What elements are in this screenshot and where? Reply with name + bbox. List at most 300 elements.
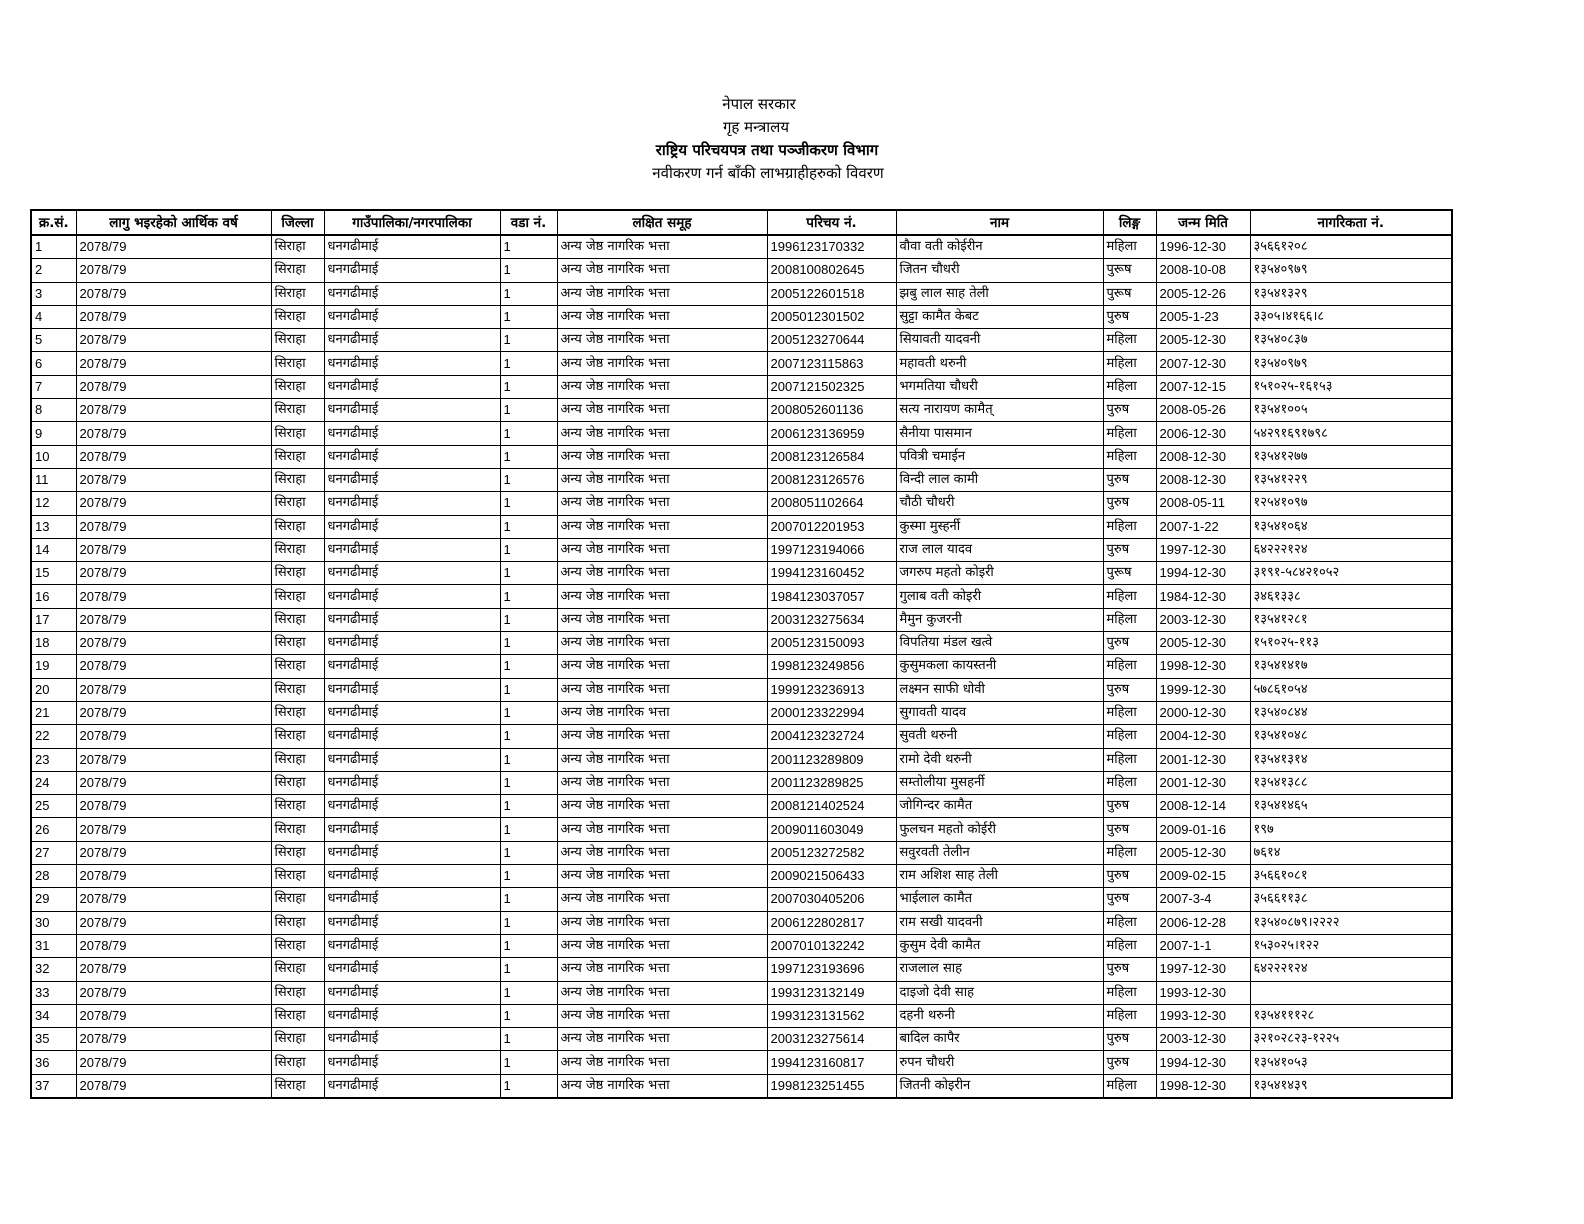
cell-name: भाईलाल कामैत <box>896 888 1103 911</box>
cell-name: जगरुप महतो कोइरी <box>896 562 1103 585</box>
cell-target-group: अन्य जेष्ठ नागरिक भत्ता <box>557 1004 767 1027</box>
cell-municipality: धनगढीमाई <box>324 818 500 841</box>
cell-municipality: धनगढीमाई <box>324 934 500 957</box>
cell-fiscal-year: 2078/79 <box>76 655 271 678</box>
cell-name: सवुरवती तेलीन <box>896 841 1103 864</box>
cell-target-group: अन्य जेष्ठ नागरिक भत्ता <box>557 375 767 398</box>
cell-target-group: अन्य जेष्ठ नागरिक भत्ता <box>557 655 767 678</box>
cell-id-number: 2009011603049 <box>767 818 896 841</box>
cell-id-number: 1994123160452 <box>767 562 896 585</box>
cell-fiscal-year: 2078/79 <box>76 934 271 957</box>
cell-district: सिराहा <box>271 818 324 841</box>
cell-ward: 1 <box>500 422 557 445</box>
cell-gender: पुरुष <box>1103 795 1156 818</box>
cell-municipality: धनगढीमाई <box>324 235 500 259</box>
cell-name: जोगिन्दर कामैत <box>896 795 1103 818</box>
cell-fiscal-year: 2078/79 <box>76 562 271 585</box>
cell-ward: 1 <box>500 795 557 818</box>
cell-fiscal-year: 2078/79 <box>76 795 271 818</box>
cell-ward: 1 <box>500 1074 557 1098</box>
cell-citizenship-number: ५७८६१०५४ <box>1250 678 1452 701</box>
cell-fiscal-year: 2078/79 <box>76 492 271 515</box>
cell-ward: 1 <box>500 725 557 748</box>
cell-fiscal-year: 2078/79 <box>76 468 271 491</box>
cell-citizenship-number: ३४६१३३८ <box>1250 585 1452 608</box>
cell-fiscal-year: 2078/79 <box>76 282 271 305</box>
cell-serial: 35 <box>31 1028 76 1051</box>
cell-gender: पुरुष <box>1103 468 1156 491</box>
cell-fiscal-year: 2078/79 <box>76 235 271 259</box>
cell-target-group: अन्य जेष्ठ नागरिक भत्ता <box>557 1074 767 1098</box>
cell-serial: 2 <box>31 259 76 282</box>
cell-serial: 23 <box>31 748 76 771</box>
cell-district: सिराहा <box>271 958 324 981</box>
cell-fiscal-year: 2078/79 <box>76 771 271 794</box>
table-row <box>31 841 1452 864</box>
cell-id-number: 2008123126584 <box>767 445 896 468</box>
cell-fiscal-year: 2078/79 <box>76 632 271 655</box>
cell-citizenship-number: १३५४१२७७ <box>1250 445 1452 468</box>
cell-id-number: 1994123160817 <box>767 1051 896 1074</box>
cell-gender: महिला <box>1103 981 1156 1004</box>
cell-citizenship-number: ३३०५।४१६६।८ <box>1250 305 1452 328</box>
cell-target-group: अन्य जेष्ठ नागरिक भत्ता <box>557 725 767 748</box>
col-header-fiscal-year: लागु भइरहेको आर्थिक वर्ष <box>76 210 271 235</box>
cell-id-number: 2009021506433 <box>767 865 896 888</box>
table-row <box>31 911 1452 934</box>
cell-name: गुलाब वती कोइरी <box>896 585 1103 608</box>
cell-serial: 25 <box>31 795 76 818</box>
cell-gender: पुरूष <box>1103 282 1156 305</box>
cell-serial: 22 <box>31 725 76 748</box>
cell-id-number: 2008121402524 <box>767 795 896 818</box>
cell-gender: पुरुष <box>1103 305 1156 328</box>
cell-birth-date: 1999-12-30 <box>1156 678 1250 701</box>
cell-name: झबु लाल साह तेली <box>896 282 1103 305</box>
cell-municipality: धनगढीमाई <box>324 422 500 445</box>
col-header-citizenship-number: नागरिकता नं. <box>1250 210 1452 235</box>
cell-ward: 1 <box>500 632 557 655</box>
cell-serial: 12 <box>31 492 76 515</box>
cell-serial: 1 <box>31 235 76 259</box>
cell-ward: 1 <box>500 259 557 282</box>
cell-name: रामो देवी थरुनी <box>896 748 1103 771</box>
cell-citizenship-number: १३५४०८४४ <box>1250 701 1452 724</box>
cell-municipality: धनगढीमाई <box>324 1074 500 1098</box>
cell-target-group: अन्य जेष्ठ नागरिक भत्ता <box>557 865 767 888</box>
cell-name: जितन चौधरी <box>896 259 1103 282</box>
table-row <box>31 725 1452 748</box>
cell-ward: 1 <box>500 235 557 259</box>
cell-name: बादिल कापैर <box>896 1028 1103 1051</box>
cell-municipality: धनगढीमाई <box>324 865 500 888</box>
cell-citizenship-number: ३१९१-५८४२१०५२ <box>1250 562 1452 585</box>
cell-municipality: धनगढीमाई <box>324 259 500 282</box>
cell-municipality: धनगढीमाई <box>324 538 500 561</box>
cell-ward: 1 <box>500 538 557 561</box>
cell-ward: 1 <box>500 352 557 375</box>
cell-gender: महिला <box>1103 352 1156 375</box>
cell-name: भगमतिया चौधरी <box>896 375 1103 398</box>
cell-gender: महिला <box>1103 329 1156 352</box>
table-row <box>31 538 1452 561</box>
cell-gender: महिला <box>1103 911 1156 934</box>
cell-serial: 8 <box>31 399 76 422</box>
cell-name: लक्ष्मन साफी धोवी <box>896 678 1103 701</box>
cell-name: कुसुमकला कायस्तनी <box>896 655 1103 678</box>
cell-citizenship-number: १९७ <box>1250 818 1452 841</box>
table-row <box>31 468 1452 491</box>
cell-birth-date: 2005-1-23 <box>1156 305 1250 328</box>
cell-district: सिराहा <box>271 259 324 282</box>
cell-district: सिराहा <box>271 305 324 328</box>
cell-fiscal-year: 2078/79 <box>76 748 271 771</box>
cell-id-number: 2006122802817 <box>767 911 896 934</box>
cell-citizenship-number: ६४२२२१२४ <box>1250 538 1452 561</box>
cell-birth-date: 2005-12-30 <box>1156 632 1250 655</box>
cell-name: दाइजो देवी साह <box>896 981 1103 1004</box>
cell-citizenship-number: १३५४०८७९।२२२२ <box>1250 911 1452 934</box>
cell-id-number: 1993123132149 <box>767 981 896 1004</box>
cell-id-number: 2006123136959 <box>767 422 896 445</box>
cell-municipality: धनगढीमाई <box>324 492 500 515</box>
cell-gender: पुरुष <box>1103 399 1156 422</box>
cell-district: सिराहा <box>271 655 324 678</box>
col-header-district: जिल्ला <box>271 210 324 235</box>
table-row <box>31 981 1452 1004</box>
cell-municipality: धनगढीमाई <box>324 329 500 352</box>
cell-id-number: 2007010132242 <box>767 934 896 957</box>
cell-district: सिराहा <box>271 865 324 888</box>
cell-citizenship-number: १३५४१००५ <box>1250 399 1452 422</box>
cell-district: सिराहा <box>271 399 324 422</box>
table-row <box>31 282 1452 305</box>
cell-ward: 1 <box>500 282 557 305</box>
cell-citizenship-number: ७६१४ <box>1250 841 1452 864</box>
cell-municipality: धनगढीमाई <box>324 562 500 585</box>
cell-name: मैमुन कुजरनी <box>896 608 1103 631</box>
cell-birth-date: 2001-12-30 <box>1156 771 1250 794</box>
cell-municipality: धनगढीमाई <box>324 399 500 422</box>
cell-fiscal-year: 2078/79 <box>76 399 271 422</box>
cell-citizenship-number: १३५४१३१४ <box>1250 748 1452 771</box>
cell-municipality: धनगढीमाई <box>324 841 500 864</box>
cell-fiscal-year: 2078/79 <box>76 818 271 841</box>
cell-citizenship-number: १३५४१०४८ <box>1250 725 1452 748</box>
cell-name: सियावती यादवनी <box>896 329 1103 352</box>
cell-ward: 1 <box>500 329 557 352</box>
cell-municipality: धनगढीमाई <box>324 701 500 724</box>
cell-serial: 31 <box>31 934 76 957</box>
cell-serial: 7 <box>31 375 76 398</box>
cell-citizenship-number: ३५६६११३८ <box>1250 888 1452 911</box>
cell-birth-date: 2009-02-15 <box>1156 865 1250 888</box>
cell-birth-date: 2003-12-30 <box>1156 1028 1250 1051</box>
cell-birth-date: 2008-12-30 <box>1156 445 1250 468</box>
cell-name: चौठी चौधरी <box>896 492 1103 515</box>
cell-id-number: 2008100802645 <box>767 259 896 282</box>
cell-gender: महिला <box>1103 608 1156 631</box>
cell-district: सिराहा <box>271 445 324 468</box>
cell-district: सिराहा <box>271 701 324 724</box>
cell-serial: 37 <box>31 1074 76 1098</box>
govt-name: नेपाल सरकार <box>722 95 796 113</box>
cell-birth-date: 1998-12-30 <box>1156 655 1250 678</box>
cell-serial: 33 <box>31 981 76 1004</box>
cell-serial: 5 <box>31 329 76 352</box>
cell-ward: 1 <box>500 515 557 538</box>
cell-citizenship-number: १३५४०८३७ <box>1250 329 1452 352</box>
cell-target-group: अन्य जेष्ठ नागरिक भत्ता <box>557 934 767 957</box>
cell-gender: महिला <box>1103 1004 1156 1027</box>
cell-ward: 1 <box>500 818 557 841</box>
cell-gender: पुरुष <box>1103 958 1156 981</box>
cell-municipality: धनगढीमाई <box>324 468 500 491</box>
cell-birth-date: 1994-12-30 <box>1156 1051 1250 1074</box>
cell-gender: महिला <box>1103 934 1156 957</box>
cell-birth-date: 1997-12-30 <box>1156 538 1250 561</box>
cell-gender: पुरुष <box>1103 865 1156 888</box>
cell-serial: 11 <box>31 468 76 491</box>
cell-id-number: 2008052601136 <box>767 399 896 422</box>
cell-citizenship-number: १२५४१०९७ <box>1250 492 1452 515</box>
table-row <box>31 399 1452 422</box>
cell-serial: 36 <box>31 1051 76 1074</box>
cell-gender: महिला <box>1103 422 1156 445</box>
cell-id-number: 2003123275634 <box>767 608 896 631</box>
cell-gender: महिला <box>1103 235 1156 259</box>
beneficiary-table <box>30 209 1453 1099</box>
cell-target-group: अन्य जेष्ठ नागरिक भत्ता <box>557 771 767 794</box>
cell-name: सत्य नारायण कामैत् <box>896 399 1103 422</box>
cell-citizenship-number: १३५४१३२९ <box>1250 282 1452 305</box>
cell-ward: 1 <box>500 375 557 398</box>
cell-gender: पुरुष <box>1103 1051 1156 1074</box>
cell-id-number: 1999123236913 <box>767 678 896 701</box>
cell-ward: 1 <box>500 1051 557 1074</box>
cell-ward: 1 <box>500 585 557 608</box>
table-row <box>31 608 1452 631</box>
cell-fiscal-year: 2078/79 <box>76 911 271 934</box>
cell-target-group: अन्य जेष्ठ नागरिक भत्ता <box>557 632 767 655</box>
cell-fiscal-year: 2078/79 <box>76 981 271 1004</box>
cell-name: सुट्टा कामैत केबट <box>896 305 1103 328</box>
cell-citizenship-number: १३५४१२२९ <box>1250 468 1452 491</box>
cell-target-group: अन्य जेष्ठ नागरिक भत्ता <box>557 1028 767 1051</box>
cell-target-group: अन्य जेष्ठ नागरिक भत्ता <box>557 818 767 841</box>
table-row <box>31 958 1452 981</box>
cell-id-number: 2005123270644 <box>767 329 896 352</box>
cell-ward: 1 <box>500 445 557 468</box>
cell-municipality: धनगढीमाई <box>324 515 500 538</box>
cell-gender: महिला <box>1103 585 1156 608</box>
cell-target-group: अन्य जेष्ठ नागरिक भत्ता <box>557 678 767 701</box>
cell-municipality: धनगढीमाई <box>324 678 500 701</box>
cell-serial: 19 <box>31 655 76 678</box>
cell-ward: 1 <box>500 958 557 981</box>
cell-serial: 30 <box>31 911 76 934</box>
cell-district: सिराहा <box>271 235 324 259</box>
cell-serial: 16 <box>31 585 76 608</box>
cell-id-number: 2007121502325 <box>767 375 896 398</box>
cell-citizenship-number <box>1250 981 1452 1004</box>
cell-birth-date: 1994-12-30 <box>1156 562 1250 585</box>
cell-id-number: 2000123322994 <box>767 701 896 724</box>
cell-name: विन्दी लाल कामी <box>896 468 1103 491</box>
col-header-birth-date: जन्म मिति <box>1156 210 1250 235</box>
document-title: नवीकरण गर्न बाँकी लाभग्राहीहरुको विवरण <box>652 164 884 182</box>
cell-birth-date: 1984-12-30 <box>1156 585 1250 608</box>
cell-birth-date: 2005-12-30 <box>1156 841 1250 864</box>
cell-birth-date: 2008-05-26 <box>1156 399 1250 422</box>
cell-birth-date: 2005-12-30 <box>1156 329 1250 352</box>
cell-birth-date: 2004-12-30 <box>1156 725 1250 748</box>
cell-municipality: धनगढीमाई <box>324 958 500 981</box>
table-row <box>31 1028 1452 1051</box>
cell-target-group: अन्य जेष्ठ नागरिक भत्ता <box>557 538 767 561</box>
cell-target-group: अन्य जेष्ठ नागरिक भत्ता <box>557 422 767 445</box>
cell-gender: पुरुष <box>1103 632 1156 655</box>
cell-serial: 29 <box>31 888 76 911</box>
cell-name: कुसुम देवी कामैत <box>896 934 1103 957</box>
cell-target-group: अन्य जेष्ठ नागरिक भत्ता <box>557 282 767 305</box>
cell-district: सिराहा <box>271 632 324 655</box>
table-row <box>31 795 1452 818</box>
cell-target-group: अन्य जेष्ठ नागरिक भत्ता <box>557 888 767 911</box>
cell-serial: 14 <box>31 538 76 561</box>
cell-target-group: अन्य जेष्ठ नागरिक भत्ता <box>557 911 767 934</box>
cell-district: सिराहा <box>271 771 324 794</box>
cell-serial: 3 <box>31 282 76 305</box>
cell-district: सिराहा <box>271 468 324 491</box>
cell-citizenship-number: ३२१०२८२३-१२२५ <box>1250 1028 1452 1051</box>
cell-id-number: 2001123289825 <box>767 771 896 794</box>
cell-district: सिराहा <box>271 515 324 538</box>
cell-fiscal-year: 2078/79 <box>76 865 271 888</box>
cell-gender: पुरुष <box>1103 538 1156 561</box>
cell-serial: 18 <box>31 632 76 655</box>
cell-name: सुवती थरुनी <box>896 725 1103 748</box>
col-header-name: नाम <box>896 210 1103 235</box>
cell-target-group: अन्य जेष्ठ नागरिक भत्ता <box>557 841 767 864</box>
cell-serial: 28 <box>31 865 76 888</box>
cell-name: राम अशिश साह तेली <box>896 865 1103 888</box>
cell-target-group: अन्य जेष्ठ नागरिक भत्ता <box>557 352 767 375</box>
cell-ward: 1 <box>500 841 557 864</box>
cell-fiscal-year: 2078/79 <box>76 1074 271 1098</box>
cell-ward: 1 <box>500 468 557 491</box>
cell-ward: 1 <box>500 1004 557 1027</box>
cell-name: राजलाल साह <box>896 958 1103 981</box>
cell-target-group: अन्य जेष्ठ नागरिक भत्ता <box>557 468 767 491</box>
cell-district: सिराहा <box>271 934 324 957</box>
cell-serial: 6 <box>31 352 76 375</box>
cell-birth-date: 2008-05-11 <box>1156 492 1250 515</box>
cell-target-group: अन्य जेष्ठ नागरिक भत्ता <box>557 585 767 608</box>
department-name: राष्ट्रिय परिचयपत्र तथा पञ्जीकरण विभाग <box>655 141 879 159</box>
cell-fiscal-year: 2078/79 <box>76 352 271 375</box>
cell-id-number: 2007123115863 <box>767 352 896 375</box>
cell-fiscal-year: 2078/79 <box>76 958 271 981</box>
cell-fiscal-year: 2078/79 <box>76 725 271 748</box>
cell-gender: महिला <box>1103 655 1156 678</box>
cell-ward: 1 <box>500 678 557 701</box>
cell-id-number: 2005123150093 <box>767 632 896 655</box>
cell-birth-date: 1993-12-30 <box>1156 981 1250 1004</box>
cell-municipality: धनगढीमाई <box>324 352 500 375</box>
cell-name: सैनीया पासमान <box>896 422 1103 445</box>
cell-municipality: धनगढीमाई <box>324 748 500 771</box>
cell-district: सिराहा <box>271 678 324 701</box>
cell-citizenship-number: ३५६६१०८१ <box>1250 865 1452 888</box>
cell-ward: 1 <box>500 888 557 911</box>
cell-ward: 1 <box>500 865 557 888</box>
col-header-gender: लिङ्ग <box>1103 210 1156 235</box>
table-row <box>31 748 1452 771</box>
cell-target-group: अन्य जेष्ठ नागरिक भत्ता <box>557 399 767 422</box>
cell-ward: 1 <box>500 562 557 585</box>
cell-id-number: 2001123289809 <box>767 748 896 771</box>
cell-serial: 24 <box>31 771 76 794</box>
cell-ward: 1 <box>500 305 557 328</box>
cell-name: फुलचन महतो कोईरी <box>896 818 1103 841</box>
table-row <box>31 632 1452 655</box>
cell-ward: 1 <box>500 608 557 631</box>
cell-gender: महिला <box>1103 725 1156 748</box>
cell-fiscal-year: 2078/79 <box>76 585 271 608</box>
cell-fiscal-year: 2078/79 <box>76 329 271 352</box>
cell-municipality: धनगढीमाई <box>324 981 500 1004</box>
cell-fiscal-year: 2078/79 <box>76 1051 271 1074</box>
cell-district: सिराहा <box>271 538 324 561</box>
cell-birth-date: 2005-12-26 <box>1156 282 1250 305</box>
cell-citizenship-number: ३५६६१२०८ <box>1250 235 1452 259</box>
cell-target-group: अन्य जेष्ठ नागरिक भत्ता <box>557 608 767 631</box>
cell-birth-date: 2007-3-4 <box>1156 888 1250 911</box>
cell-district: सिराहा <box>271 1028 324 1051</box>
cell-id-number: 1997123193696 <box>767 958 896 981</box>
cell-gender: पुरुष <box>1103 492 1156 515</box>
cell-serial: 17 <box>31 608 76 631</box>
cell-serial: 9 <box>31 422 76 445</box>
cell-target-group: अन्य जेष्ठ नागरिक भत्ता <box>557 562 767 585</box>
cell-gender: महिला <box>1103 701 1156 724</box>
cell-name: कुस्मा मुस्हर्नी <box>896 515 1103 538</box>
cell-serial: 20 <box>31 678 76 701</box>
cell-birth-date: 2008-12-14 <box>1156 795 1250 818</box>
cell-ward: 1 <box>500 934 557 957</box>
cell-id-number: 1984123037057 <box>767 585 896 608</box>
cell-district: सिराहा <box>271 1051 324 1074</box>
table-row <box>31 492 1452 515</box>
cell-gender: पुरुष <box>1103 888 1156 911</box>
document-header <box>0 93 1584 185</box>
cell-serial: 13 <box>31 515 76 538</box>
cell-district: सिराहा <box>271 422 324 445</box>
cell-birth-date: 2007-12-30 <box>1156 352 1250 375</box>
cell-fiscal-year: 2078/79 <box>76 1028 271 1051</box>
cell-fiscal-year: 2078/79 <box>76 678 271 701</box>
cell-gender: महिला <box>1103 515 1156 538</box>
cell-target-group: अन्य जेष्ठ नागरिक भत्ता <box>557 748 767 771</box>
cell-name: वौवा वती कोईरीन <box>896 235 1103 259</box>
cell-birth-date: 2000-12-30 <box>1156 701 1250 724</box>
cell-fiscal-year: 2078/79 <box>76 1004 271 1027</box>
cell-gender: महिला <box>1103 375 1156 398</box>
cell-fiscal-year: 2078/79 <box>76 259 271 282</box>
cell-district: सिराहा <box>271 725 324 748</box>
cell-citizenship-number: १३५४१०६४ <box>1250 515 1452 538</box>
